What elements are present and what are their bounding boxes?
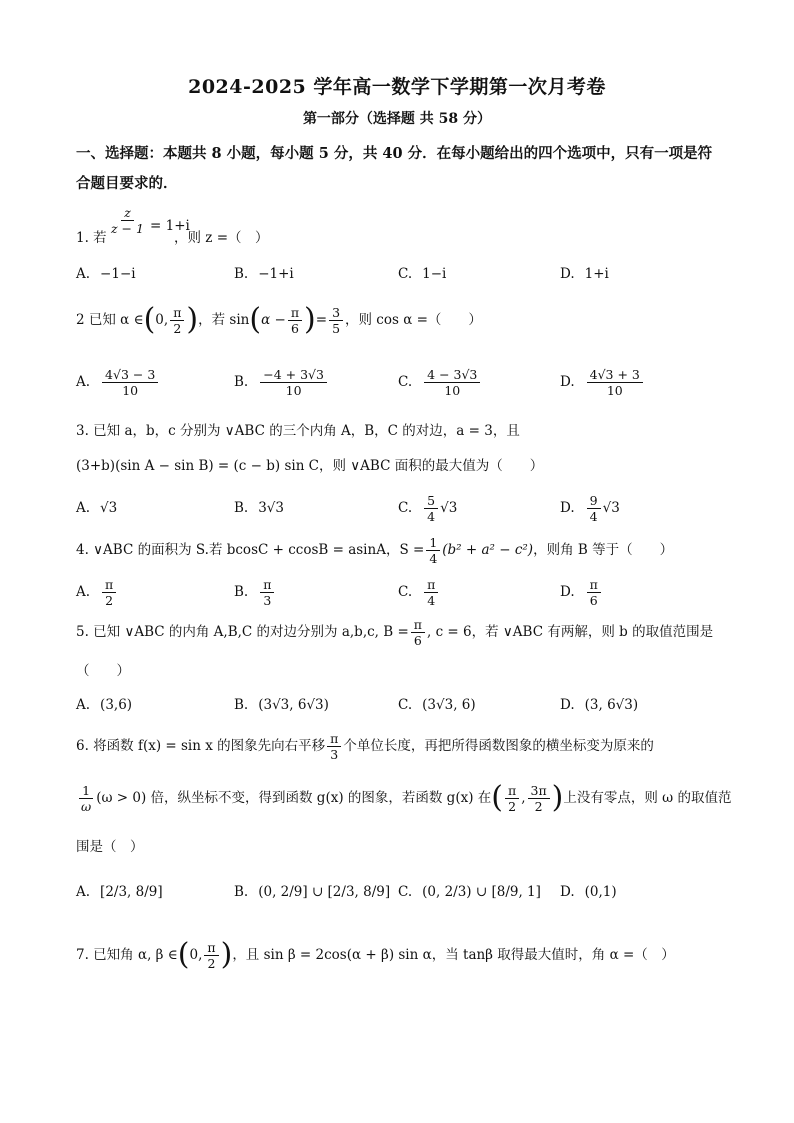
q7-zero: 0, bbox=[189, 947, 203, 963]
q6-pi-over-2 bbox=[505, 783, 519, 814]
frac-den: ω bbox=[81, 798, 92, 814]
option-key: D. bbox=[560, 374, 575, 390]
frac-den: 6 bbox=[413, 632, 422, 648]
option-fraction bbox=[587, 577, 601, 608]
q1-frac-den: z − 1 bbox=[111, 221, 144, 236]
question-3-line-2: (3+b)(sin A − sin B) = (c − b) sin C，则 ∨ABC 面积的最大值为（ ） bbox=[76, 458, 544, 474]
q1-tail: ，则 z =（ ） bbox=[174, 230, 269, 246]
q1-option-b[interactable] bbox=[234, 254, 294, 294]
option-text: (0, 2/9] ∪ [2/3, 8/9] bbox=[258, 884, 391, 900]
q2-mid: ，若 sin bbox=[198, 312, 250, 328]
q1-option-d[interactable] bbox=[560, 254, 609, 294]
option-key: C. bbox=[398, 884, 413, 900]
option-key: B. bbox=[234, 500, 249, 516]
option-text: 3√3 bbox=[258, 500, 284, 516]
option-suffix: √3 bbox=[602, 500, 620, 516]
q3-option-a[interactable] bbox=[76, 488, 117, 528]
option-key: C. bbox=[398, 500, 413, 516]
option-text: −1+i bbox=[258, 266, 294, 282]
option-key: C. bbox=[398, 584, 413, 600]
q1-fraction bbox=[108, 205, 147, 236]
frac-den: 10 bbox=[444, 382, 461, 398]
frac-num: 1 bbox=[79, 783, 93, 799]
q5-option-c[interactable] bbox=[398, 685, 476, 725]
frac-num: π bbox=[170, 305, 184, 321]
question-4 bbox=[76, 532, 726, 568]
q6-pi-over-3 bbox=[327, 731, 341, 762]
frac-num: π bbox=[411, 617, 425, 633]
q7-tail: ，且 sin β = 2cos(α + β) sin α，当 tanβ 取得最大值时，角 α =（ ） bbox=[232, 947, 675, 963]
q2-alpha-minus: α − bbox=[261, 312, 286, 328]
option-key: A. bbox=[76, 266, 91, 282]
q6-line2: (ω > 0) 倍，纵坐标不变，得到函数 g(x) 的图象，若函数 g(x) 在 bbox=[96, 790, 492, 806]
option-text: 1−i bbox=[422, 266, 447, 282]
q5-pi-over-6 bbox=[411, 617, 425, 648]
q3-option-d[interactable] bbox=[560, 488, 620, 528]
option-text: √3 bbox=[100, 500, 118, 516]
option-text: −1−i bbox=[100, 266, 136, 282]
exam-title: 2024-2025 学年高一数学下学期第一次月考卷 bbox=[188, 76, 606, 98]
frac-den: 2 bbox=[508, 798, 517, 814]
q2-paren-close-2: ) bbox=[304, 302, 316, 337]
option-fraction bbox=[424, 493, 438, 524]
q2-options bbox=[76, 362, 726, 402]
q4-lead: 4. ∨ABC 的面积为 S.若 bcosC + ccosB = asinA，S = bbox=[76, 542, 425, 558]
q6-option-d[interactable] bbox=[560, 872, 617, 912]
q1-option-c[interactable] bbox=[398, 254, 446, 294]
frac-num: π bbox=[288, 305, 302, 321]
option-key: C. bbox=[398, 374, 413, 390]
frac-den: 10 bbox=[122, 382, 139, 398]
q2-interval-start: 0, bbox=[155, 312, 169, 328]
q5-paren: （ ） bbox=[76, 663, 130, 679]
frac-den: 2 bbox=[207, 955, 216, 971]
option-fraction bbox=[102, 577, 116, 608]
frac-den: 5 bbox=[332, 320, 341, 336]
q1-equation: = 1+i bbox=[150, 218, 190, 234]
q5-option-d[interactable] bbox=[560, 685, 638, 725]
q2-eq: = bbox=[315, 312, 328, 328]
frac-den: 3 bbox=[330, 746, 339, 762]
q2-paren-open: ( bbox=[143, 302, 156, 337]
question-2 bbox=[76, 300, 726, 340]
frac-num: π bbox=[424, 577, 438, 593]
option-text: (3√3, 6√3) bbox=[258, 697, 329, 713]
q4-option-a[interactable] bbox=[76, 572, 118, 612]
frac-den: 2 bbox=[173, 320, 182, 336]
frac-num: π bbox=[327, 731, 341, 747]
q6-tail1: 个单位长度，再把所得函数图象的横坐标变为原来的 bbox=[343, 738, 654, 754]
q1-options bbox=[76, 254, 726, 294]
frac-den: 6 bbox=[589, 592, 598, 608]
option-fraction bbox=[424, 367, 480, 398]
frac-num: π bbox=[204, 940, 218, 956]
option-text: (0, 2/3) ∪ [8/9, 1] bbox=[422, 884, 541, 900]
q5-options bbox=[76, 685, 726, 725]
q7-paren-open: ( bbox=[177, 937, 190, 972]
q2-pi-over-2 bbox=[170, 305, 184, 336]
q4-options bbox=[76, 572, 726, 612]
question-7 bbox=[76, 935, 726, 975]
option-key: A. bbox=[76, 500, 91, 516]
option-key: C. bbox=[398, 266, 413, 282]
option-text: 1+i bbox=[584, 266, 609, 282]
q6-3pi-over-2 bbox=[528, 783, 550, 814]
q6-options bbox=[76, 872, 726, 912]
q5-tail: , c = 6，若 ∨ABC 有两解，则 b 的取值范围是 bbox=[427, 624, 714, 640]
q1-option-a[interactable] bbox=[76, 254, 136, 294]
q1-frac-num: z bbox=[121, 205, 134, 221]
option-text: (3√3, 6) bbox=[422, 697, 476, 713]
question-5 bbox=[76, 614, 726, 650]
q6-option-c[interactable] bbox=[398, 872, 541, 912]
frac-num: π bbox=[505, 783, 519, 799]
q2-option-a[interactable] bbox=[76, 362, 160, 402]
frac-num: 4√3 + 3 bbox=[587, 367, 643, 383]
frac-num: 4√3 − 3 bbox=[102, 367, 158, 383]
option-text: (0,1) bbox=[584, 884, 617, 900]
frac-den: 3 bbox=[263, 592, 272, 608]
q2-option-d[interactable] bbox=[560, 362, 645, 402]
option-text: (3,6) bbox=[100, 697, 133, 713]
q2-paren-close: ) bbox=[186, 302, 199, 337]
frac-num: π bbox=[102, 577, 116, 593]
option-suffix: √3 bbox=[440, 500, 458, 516]
option-text: [2/3, 8/9] bbox=[100, 884, 163, 900]
q5-lead: 5. 已知 ∨ABC 的内角 A,B,C 的对边分别为 a,b,c, B = bbox=[76, 624, 409, 640]
q5-option-a[interactable] bbox=[76, 685, 132, 725]
q2-three-fifths bbox=[329, 305, 343, 336]
frac-num: π bbox=[587, 577, 601, 593]
q7-lead: 7. 已知角 α, β ∈ bbox=[76, 947, 178, 963]
option-fraction bbox=[424, 577, 438, 608]
q6-option-a[interactable] bbox=[76, 872, 163, 912]
question-1 bbox=[76, 205, 726, 249]
q4-option-d[interactable] bbox=[560, 572, 603, 612]
option-fraction bbox=[260, 367, 327, 398]
q1-number: 1. 若 bbox=[76, 230, 107, 246]
frac-num: π bbox=[260, 577, 274, 593]
q2-tail: ，则 cos α =（ ） bbox=[345, 312, 482, 328]
question-3-line-1: 3. 已知 a，b，c 分别为 ∨ABC 的三个内角 A，B，C 的对边，a = 3，且 bbox=[76, 423, 520, 439]
option-key: B. bbox=[234, 884, 249, 900]
q4-option-b[interactable] bbox=[234, 572, 276, 612]
option-key: D. bbox=[560, 584, 575, 600]
q2-pi-over-6 bbox=[288, 305, 302, 336]
option-key: C. bbox=[398, 697, 413, 713]
q3-options bbox=[76, 488, 726, 528]
option-key: A. bbox=[76, 584, 91, 600]
frac-num: 3 bbox=[329, 305, 343, 321]
part-subtitle: 第一部分（选择题 共 58 分） bbox=[302, 111, 492, 127]
q7-paren-close: ) bbox=[220, 937, 233, 972]
frac-num: 4 − 3√3 bbox=[424, 367, 480, 383]
option-key: D. bbox=[560, 884, 575, 900]
frac-num: 9 bbox=[587, 493, 601, 509]
q2-paren-open-2: ( bbox=[249, 302, 262, 337]
option-key: B. bbox=[234, 266, 249, 282]
frac-den: 2 bbox=[105, 592, 114, 608]
section-heading: 一、选择题：本题共 8 小题，每小题 5 分，共 40 分．在每小题给出的四个选项中，只有一项是符合题目要求的． bbox=[76, 145, 713, 192]
question-6-line-1 bbox=[76, 728, 726, 764]
q4-expression: (b² + a² − c²) bbox=[442, 542, 534, 558]
frac-den: 4 bbox=[427, 592, 436, 608]
option-key: B. bbox=[234, 697, 249, 713]
q5-option-b[interactable] bbox=[234, 685, 329, 725]
q6-line2-tail: 上没有零点，则 ω 的取值范 bbox=[563, 790, 732, 806]
q6-paren-open: ( bbox=[491, 780, 503, 815]
option-key: D. bbox=[560, 500, 575, 516]
frac-den: 10 bbox=[285, 382, 302, 398]
option-key: D. bbox=[560, 697, 575, 713]
frac-num: 5 bbox=[424, 493, 438, 509]
option-key: B. bbox=[234, 374, 249, 390]
q6-lead: 6. 将函数 f(x) = sin x 的图象先向右平移 bbox=[76, 738, 326, 754]
q2-option-c[interactable] bbox=[398, 362, 482, 402]
frac-num: 1 bbox=[426, 535, 440, 551]
frac-den: 4 bbox=[429, 550, 438, 566]
option-key: A. bbox=[76, 374, 91, 390]
q4-quarter bbox=[426, 535, 440, 566]
q6-option-b[interactable] bbox=[234, 872, 390, 912]
option-fraction bbox=[102, 367, 158, 398]
option-fraction bbox=[587, 367, 643, 398]
frac-num: 3π bbox=[528, 783, 550, 799]
option-key: B. bbox=[234, 584, 249, 600]
q6-paren-close: ) bbox=[551, 780, 564, 815]
q3-option-b[interactable] bbox=[234, 488, 284, 528]
option-fraction bbox=[260, 577, 274, 608]
q2-lead: 2 已知 α ∈ bbox=[76, 312, 144, 328]
option-text: (3, 6√3) bbox=[584, 697, 639, 713]
q2-option-b[interactable] bbox=[234, 362, 329, 402]
frac-den: 10 bbox=[606, 382, 623, 398]
option-fraction bbox=[587, 493, 601, 524]
q7-pi-over-2 bbox=[204, 940, 218, 971]
option-key: A. bbox=[76, 697, 91, 713]
q3-option-c[interactable] bbox=[398, 488, 457, 528]
q4-tail: ，则角 B 等于（ ） bbox=[533, 542, 674, 558]
q4-option-c[interactable] bbox=[398, 572, 440, 612]
option-key: A. bbox=[76, 884, 91, 900]
option-key: D. bbox=[560, 266, 575, 282]
frac-den: 6 bbox=[290, 320, 299, 336]
frac-den: 4 bbox=[427, 508, 436, 524]
frac-den: 2 bbox=[534, 798, 543, 814]
question-6-line-2: $\frac{1}{\omega}$ (ω > 0) 倍，纵坐标不变，得到函数 g(x) 的图象，若函数 g(x) 在 ( $\frac{\pi}{2}$ , $\frac{3\pi}{2}$ ) 上没有零点，则 ω 的取值范 bbox=[76, 778, 726, 818]
q6-one-over-omega bbox=[78, 783, 94, 814]
question-6-line-3: 围是（ ） bbox=[76, 839, 144, 855]
frac-num: −4 + 3√3 bbox=[260, 367, 327, 383]
frac-den: 4 bbox=[589, 508, 598, 524]
